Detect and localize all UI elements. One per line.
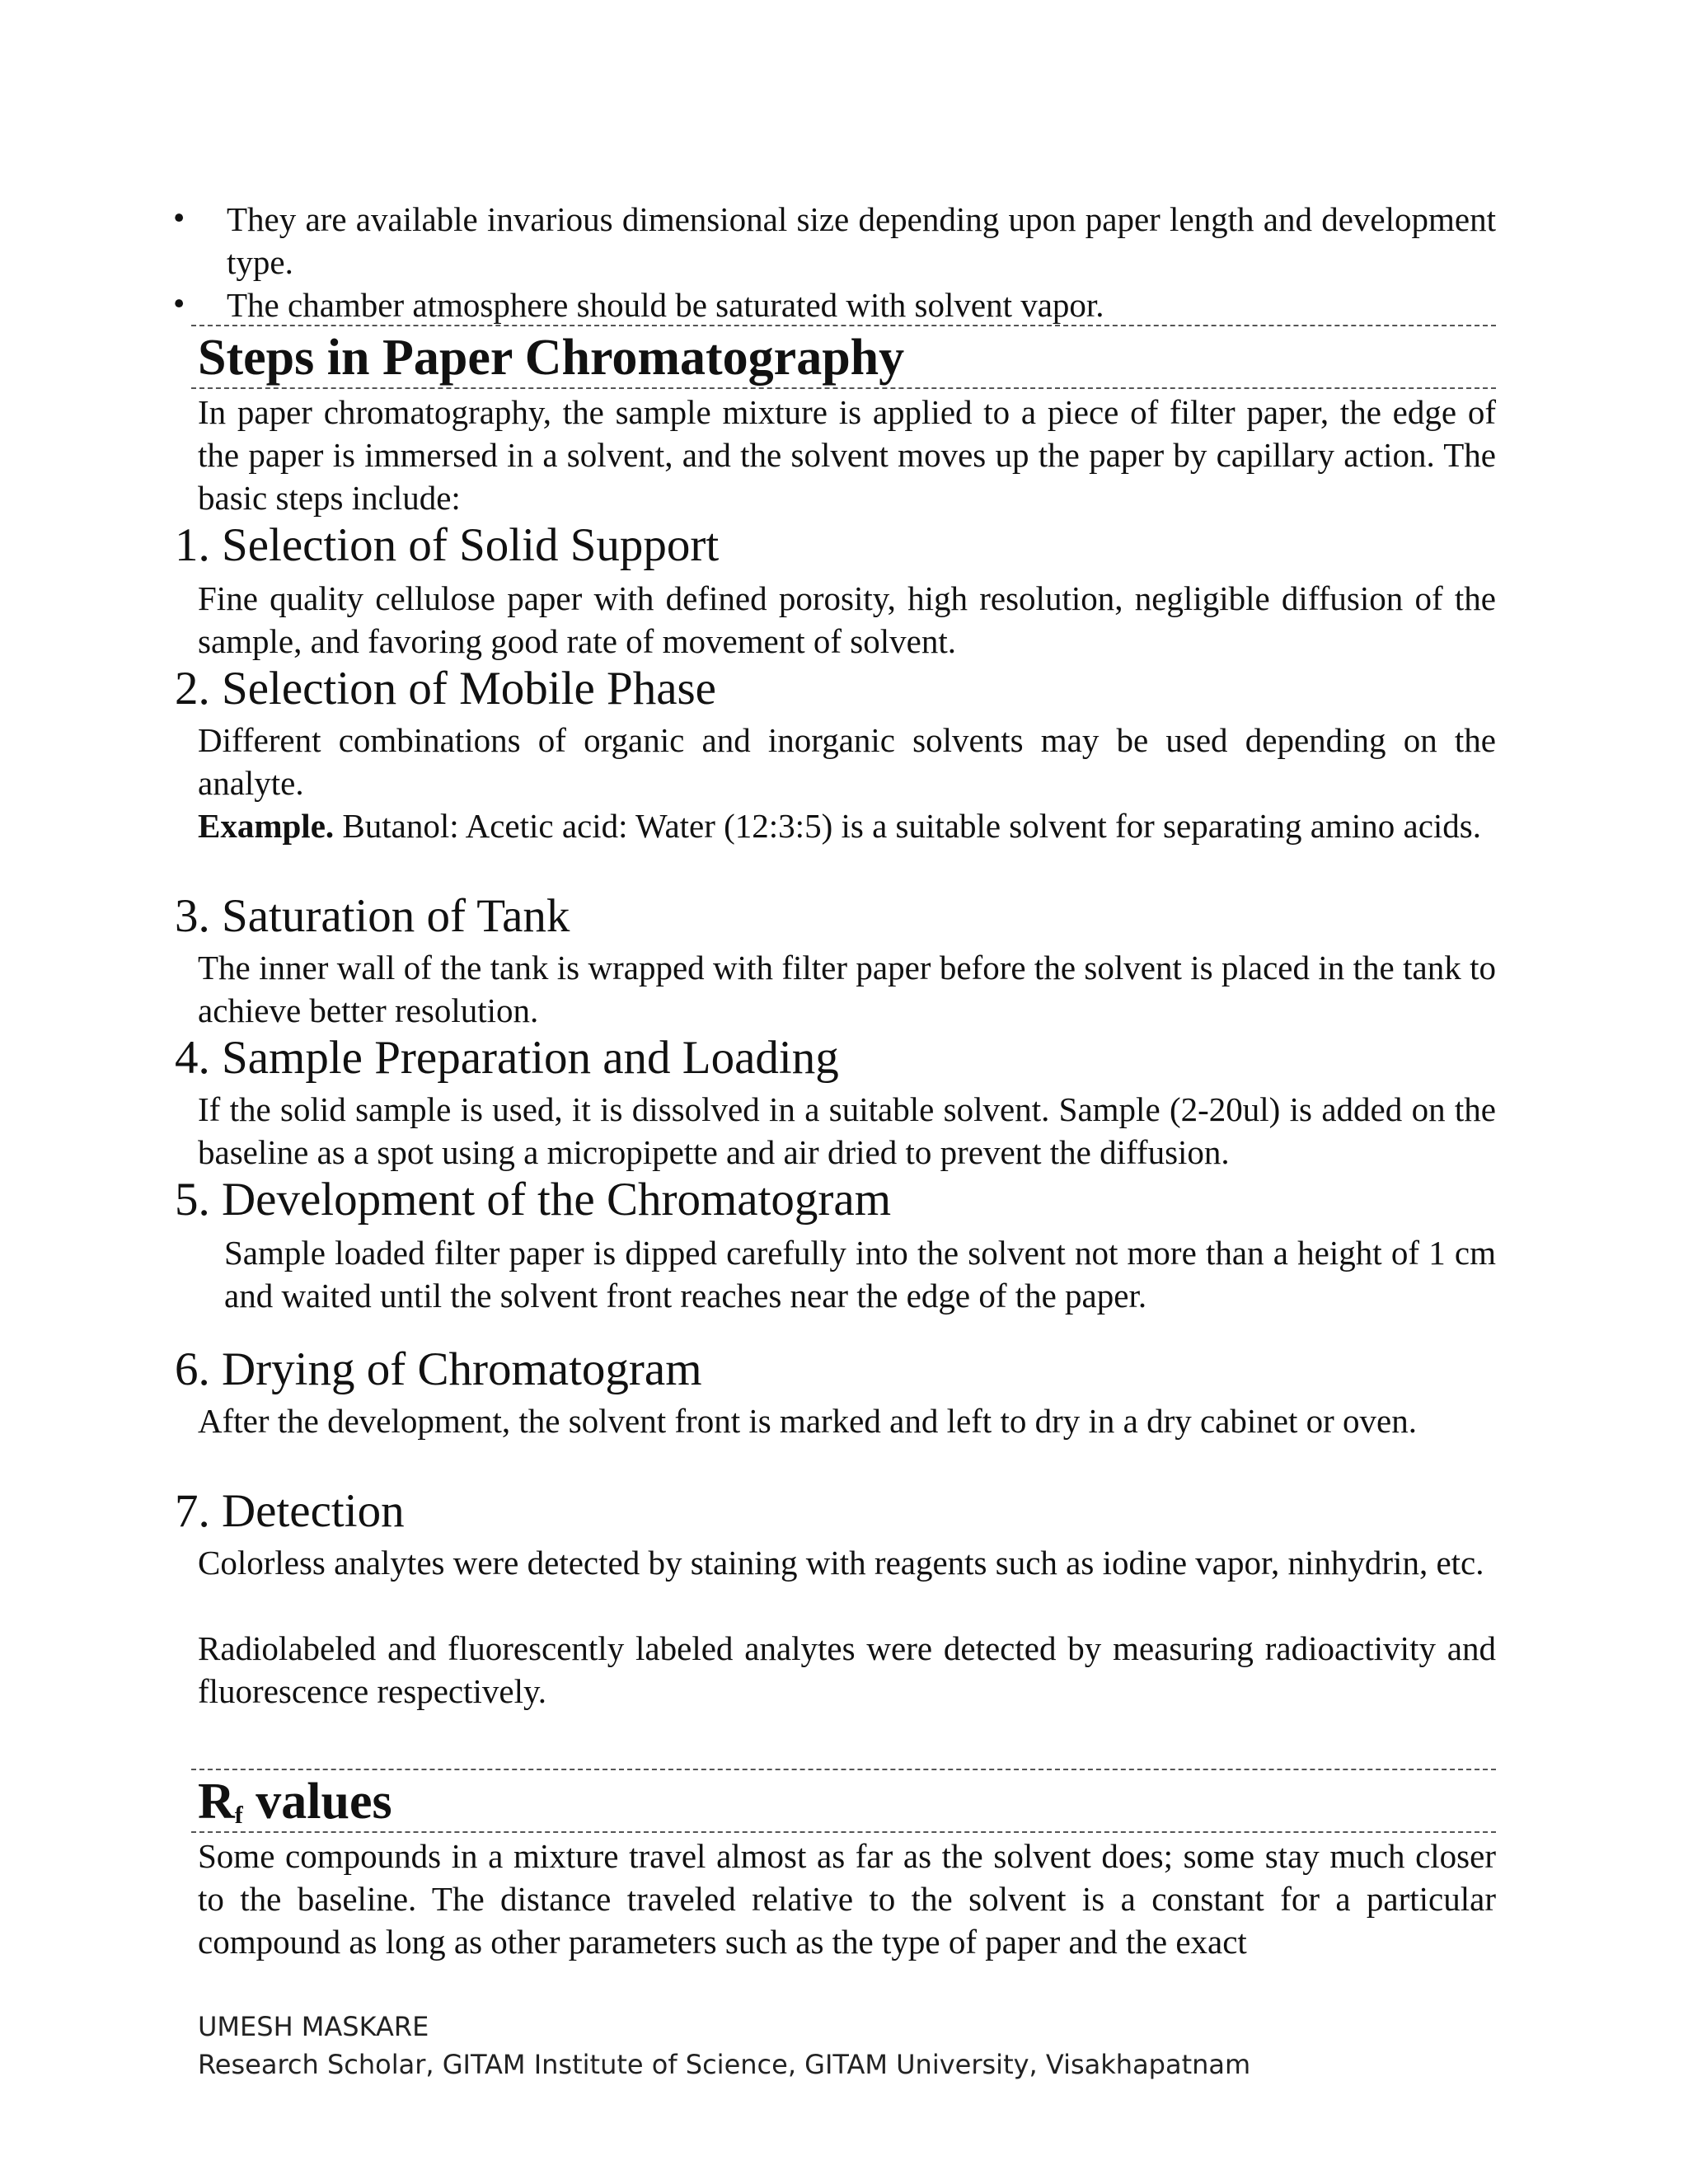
section-divider — [191, 387, 1496, 389]
footer-author: UMESH MASKARE — [198, 2011, 429, 2042]
step-text-2: Different combinations of organic and inorganic solvents may be used depending on the analyte. — [198, 721, 1496, 802]
step-text-4: If the solid sample is used, it is dissolved in a suitable solvent. Sample (2-20ul) is added on the baseline as a spot using a micropipette and air dried to prevent the diffusion. — [198, 1090, 1496, 1171]
bullet-icon: • — [173, 284, 185, 322]
rf-title-main: R — [198, 1774, 235, 1830]
step-text-7b: Radiolabeled and fluorescently labeled analytes were detected by measuring radioactivity and fluorescence respectively. — [198, 1629, 1496, 1710]
bullet-text: They are available invarious dimensional size depending upon paper length and development type. — [227, 200, 1496, 281]
footer-affiliation: Research Scholar, GITAM Institute of Science, GITAM University, Visakhapatnam — [198, 2049, 1251, 2080]
step-heading-4: 4. Sample Preparation and Loading — [175, 1032, 839, 1084]
section-divider — [191, 1769, 1496, 1770]
bullet-list — [173, 198, 1496, 326]
step-heading-5: 5. Development of the Chromatogram — [175, 1174, 892, 1226]
step-example-2 — [198, 804, 1496, 847]
rf-title-subscript: f — [234, 1802, 243, 1829]
step-text-7: Colorless analytes were detected by staining with reagents such as iodine vapor, ninhydrin, etc. — [198, 1544, 1484, 1582]
section-divider — [191, 1831, 1496, 1833]
example-label: Example. — [198, 807, 335, 845]
step-heading-2: 2. Selection of Mobile Phase — [175, 663, 716, 715]
step-heading-6: 6. Drying of Chromatogram — [175, 1343, 702, 1395]
page-footer — [198, 2008, 1250, 2083]
step-text-5: Sample loaded filter paper is dipped carefully into the solvent not more than a height of 1 cm and waited until the solvent front reaches near the edge of the paper. — [224, 1234, 1496, 1315]
step-text-3: The inner wall of the tank is wrapped with filter paper before the solvent is placed in the tank to achieve better resolution. — [198, 949, 1496, 1029]
step-heading-3: 3. Saturation of Tank — [175, 890, 570, 942]
rf-title-rest: values — [242, 1774, 392, 1830]
section-heading-steps: Steps in Paper Chromatography — [198, 330, 905, 386]
steps-intro-paragraph: In paper chromatography, the sample mixture is applied to a piece of filter paper, the edge of the paper is immersed in a solvent, and the solvent moves up the paper by capillary action. The basic steps include: — [198, 393, 1496, 517]
step-heading-1: 1. Selection of Solid Support — [175, 519, 720, 571]
section-divider — [191, 325, 1496, 326]
rf-paragraph: Some compounds in a mixture travel almost as far as the solvent does; some stay much closer to the baseline. The distance traveled relative to the solvent is a constant for a particular compound as long as other parameters such as the type of paper and the exact — [198, 1837, 1496, 1961]
bullet-item — [173, 198, 1496, 284]
step-heading-7: 7. Detection — [175, 1485, 405, 1537]
example-text: Butanol: Acetic acid: Water (12:3:5) is a suitable solvent for separating amino acids. — [342, 807, 1481, 845]
step-text-6: After the development, the solvent front is marked and left to dry in a dry cabinet or oven. — [198, 1402, 1417, 1440]
bullet-item — [173, 284, 1496, 326]
bullet-text: The chamber atmosphere should be saturated with solvent vapor. — [227, 286, 1104, 324]
step-text-1: Fine quality cellulose paper with defined porosity, high resolution, negligible diffusion of the sample, and favoring good rate of movement of solvent. — [198, 579, 1496, 660]
bullet-icon: • — [173, 199, 185, 237]
